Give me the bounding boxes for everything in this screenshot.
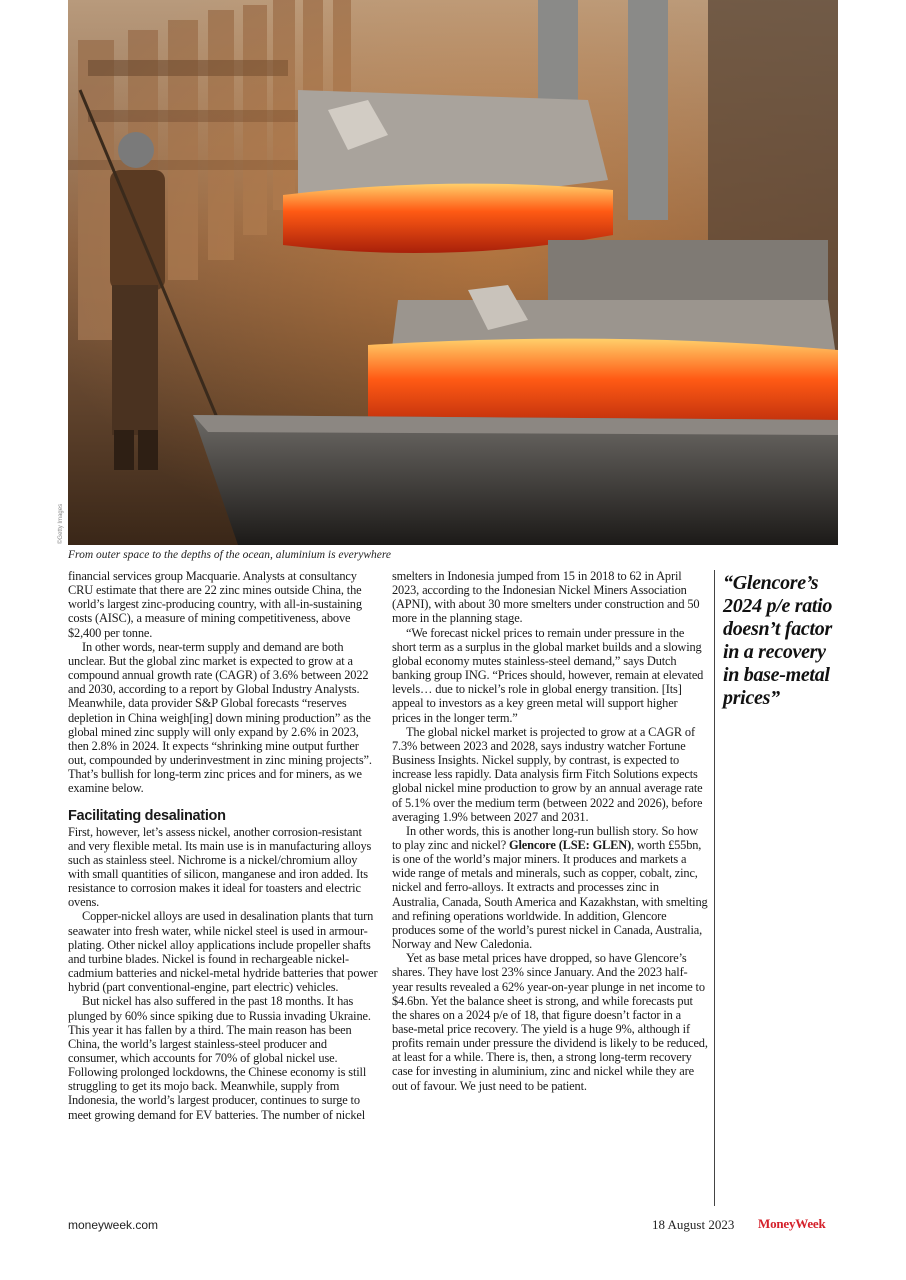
footer-date: 18 August 2023 [652, 1217, 735, 1232]
moneyweek-logo: MoneyWeek [758, 1216, 826, 1231]
company-name: Glencore (LSE: GLEN) [509, 837, 632, 852]
aluminium-smelter-photo [68, 0, 838, 545]
paragraph: “We forecast nickel prices to remain under pressure in the short term as a surplus in the global market builds and a slowing global economy mutes stainless-steel demand,” says Dutch banking group ING. “Prices should, however, remain at elevated levels… due to nickel’s role in global energy transition. [Its] appeal to investors as a key green metal will support higher prices in the longer term.” [392, 625, 704, 725]
paragraph: In other words, near-term supply and demand are both unclear. But the global zinc market is expected to grow at a compound annual growth rate (CAGR) of 3.6% between 2022 and 2030, according to a report by Global Industry Analysts. Meanwhile, data provider S&P Global forecasts “reserves depletion in China weigh[ing] down mining production” as the global mined zinc supply will only expand by 2.6% in 2023, then 2.8% in 2024. It expects “shrinking mine output further out, compounded by underinvestment in zinc mining projects”. That’s bullish for long-term zinc prices and for miners, as we examine below. [68, 639, 372, 796]
column-divider [714, 570, 715, 1206]
footer-website: moneyweek.com [68, 1218, 159, 1232]
paragraph: smelters in Indonesia jumped from 15 in 2018 to 62 in April 2023, according to the Indonesian Nickel Miners Association (APNI), with about 30 more smelters under construction and 50 more in the planning stage. [392, 569, 700, 626]
paragraph: But nickel has also suffered in the past 18 months. It has plunged by 60% since spiking due to Russia invading Ukraine. This year it has fallen by a third. The main reason has been China, the world’s largest stainless-steel producer and consumer, which accounts for 70% of global nickel use. Following prolonged lockdowns, the Chinese economy is still struggling to get its mojo back. Meanwhile, supply from Indonesia, the world’s largest producer, continues to surge to meet growing demand for EV batteries. The number of nickel [68, 994, 371, 1122]
paragraph: The global nickel market is projected to grow at a CAGR of 7.3% between 2023 and 2028, says industry watcher Fortune Business Insights. Nickel supply, by contrast, is expected to increase less rapidly. Data analysis firm Fitch Solutions expects global nickel mine production to grow by an annual average rate of 5.1% over the medium term (between 2022 and 2026), before averaging 1.9% between 2027 and 2031. [392, 724, 703, 824]
paragraph: Copper-nickel alloys are used in desalination plants that turn seawater into fresh water, while nickel steel is used in armour-plating. Other nickel alloy applications include propeller shafts and turbine blades. Nickel is found in rechargeable nickel-cadmium batteries and nickel-metal hydride batteries that power hybrid (part conventional-engine, part electric) vehicles. [68, 909, 378, 995]
photo-caption: From outer space to the depths of the ocean, aluminium is everywhere [68, 549, 391, 561]
pull-quote: “Glencore’s 2024 p/e ratio doesn’t factor in a recovery in base-metal prices” [723, 572, 833, 709]
article-column-2 [392, 569, 708, 1093]
paragraph: financial services group Macquarie. Analysts at consultancy CRU estimate that there are 22 zinc mines outside China, the world’s largest zinc-producing country, with all-in-sustaining costs (AISC), a measure of mining competitiveness, above $2,400 per tonne. [68, 569, 362, 640]
section-heading: Facilitating desalination [68, 807, 226, 824]
paragraph: In other words, this is another long-run bullish story. So how to play zinc and nickel? Glencore (LSE: GLEN), worth £55bn, is one of the world’s major miners. It produces and markets a wide range of metals and minerals, such as copper, cobalt, zinc, nickel and ferro-alloys. It extracts and processes zinc in Australia, Canada, South America and Kazakhstan, with smelting and refining operations worldwide. In addition, Glencore produces some of the world’s purest nickel in Canada, Australia, Norway and New Caledonia. [392, 823, 708, 952]
photo-credit: ©Getty Images [58, 503, 64, 544]
paragraph: First, however, let’s assess nickel, another corrosion-resistant and very flexible metal. Its main use is in manufacturing alloys such as stainless steel. Nichrome is a nickel/chromium alloy with small quantities of silicon, manganese and iron added. Its resistance to corrosion makes it ideal for toasters and electric ovens. [68, 824, 372, 910]
article-column-1 [68, 569, 378, 1122]
paragraph: Yet as base metal prices have dropped, so have Glencore’s shares. They have lost 23% since January. And the 2023 half-year results revealed a 62% year-on-year plunge in net income to $4.6bn. Yet the balance sheet is strong, and while forecasts put the shares on a 2024 p/e of 18, that figure doesn’t factor in a base-metal price recovery. The yield is a huge 9%, although if profits remain under pressure the dividend is likely to be reduced, at least for a while. There is, then, a strong long-term recovery case for investing in aluminium, zinc and nickel while they are out of favour. We just need to be patient. [392, 951, 708, 1093]
